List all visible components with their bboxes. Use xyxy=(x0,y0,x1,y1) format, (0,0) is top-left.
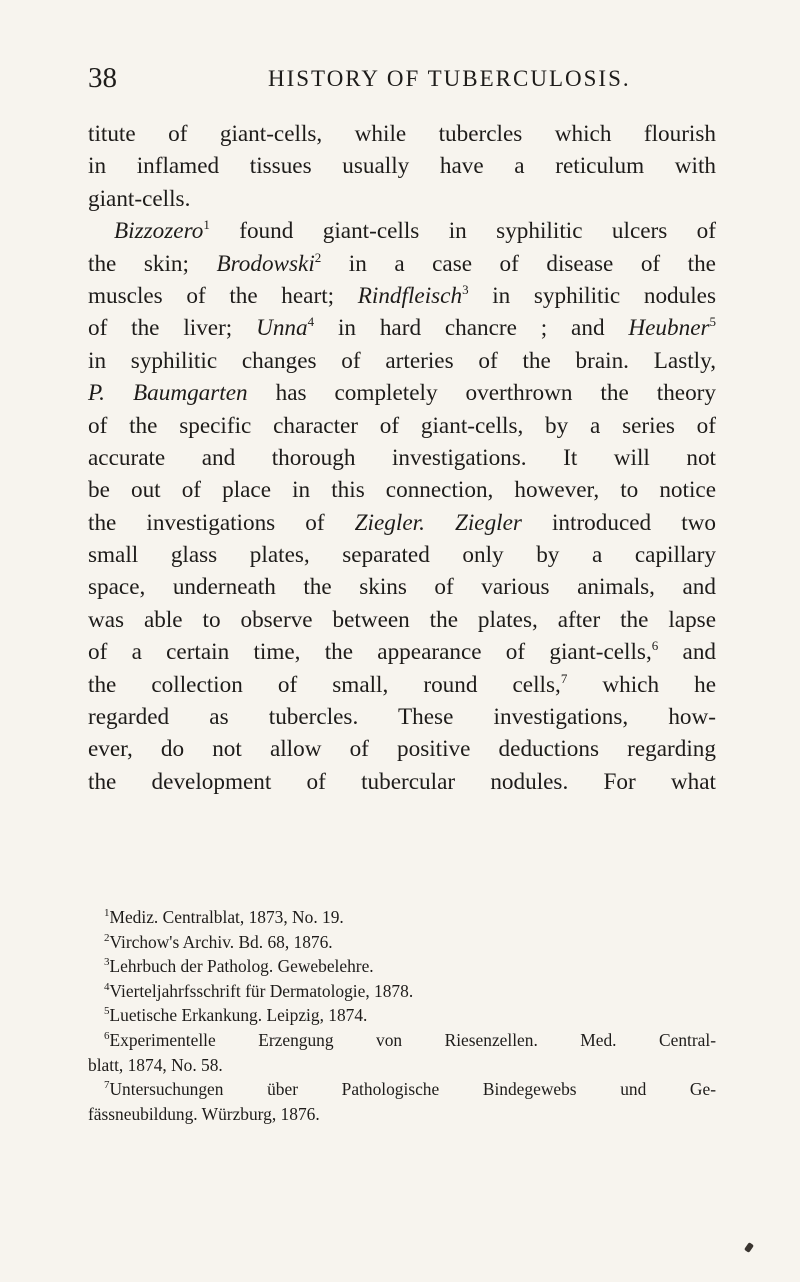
text-line xyxy=(88,280,716,312)
text-line: giant-cells. xyxy=(88,185,191,212)
footnote-continuation: blatt, 1874, No. 58. xyxy=(88,1054,223,1075)
text-line xyxy=(88,636,716,668)
footnote-text: Vierteljahrfsschrift für Dermatologie, 1878. xyxy=(109,980,414,1001)
text-run: has completely overthrown the theory xyxy=(247,380,716,407)
text-run: muscles of the heart; xyxy=(88,282,358,309)
footnote xyxy=(88,1028,716,1053)
footnote xyxy=(88,930,716,955)
text-line: small glass plates, separated only by a capillary xyxy=(88,542,716,569)
text-run: of a certain time, the appearance of giant-cells, xyxy=(88,639,652,666)
footnote-text: Luetische Erkankung. Leipzig, 1874. xyxy=(109,1005,368,1026)
text-run: of the liver; xyxy=(88,315,257,342)
text-line: titute of giant-cells, while tubercles which flourish xyxy=(88,121,716,147)
text-run: in syphilitic nodules xyxy=(468,282,716,309)
text-run: found giant-cells in syphilitic ulcers of xyxy=(209,218,716,245)
text-line: space, underneath the skins of various animals, and xyxy=(88,574,716,601)
text-line: of the specific character of giant-cells, by a series of xyxy=(88,412,716,439)
running-head: HISTORY OF TUBERCULOSIS. xyxy=(268,66,631,91)
text-run: and xyxy=(658,639,717,666)
footnote-mark: 1 xyxy=(104,907,110,919)
text-run: which he xyxy=(567,671,716,698)
text-line: regarded as tubercles. These investigations, how- xyxy=(88,704,716,731)
text-line: ever, do not allow of positive deductions regarding xyxy=(88,736,716,763)
text-line: in syphilitic changes of arteries of the brain. Lastly, xyxy=(88,347,716,374)
footnote-ref: 4 xyxy=(307,314,315,330)
text-run: introduced two xyxy=(521,509,716,536)
body-text xyxy=(88,118,716,798)
text-line xyxy=(88,669,716,701)
text-line: in inflamed tissues usually have a reticulum with xyxy=(88,153,716,180)
ink-speck xyxy=(744,1242,754,1253)
text-line xyxy=(88,507,716,539)
text-run: in a case of disease of the xyxy=(321,250,716,277)
text-line: was able to observe between the plates, after the lapse xyxy=(88,606,716,633)
page-number: 38 xyxy=(88,62,117,94)
footnote-text: Virchow's Archiv. Bd. 68, 1876. xyxy=(109,931,333,952)
footnote-ref: 1 xyxy=(203,217,210,233)
footnote-mark: 7 xyxy=(104,1079,110,1092)
footnote xyxy=(88,1003,716,1028)
author-name: Unna xyxy=(256,315,308,342)
text-line: the development of tubercular nodules. For what xyxy=(88,768,716,795)
footnote-continuation: fässneubildung. Würzburg, 1876. xyxy=(88,1103,320,1124)
footnote-ref: 7 xyxy=(560,670,568,686)
page-header xyxy=(88,62,718,102)
footnote-mark: 2 xyxy=(104,931,110,944)
footnote-text: Mediz. Centralblat, 1873, No. 19. xyxy=(109,907,344,927)
footnote xyxy=(88,1077,716,1102)
author-name: Ziegler. xyxy=(354,509,425,536)
text-run: in hard chancre ; and xyxy=(314,315,629,342)
text-line: be out of place in this connection, however, to notice xyxy=(88,477,716,504)
footnote-mark: 4 xyxy=(104,980,110,993)
footnote xyxy=(88,979,716,1004)
footnote-text: Untersuchungen über Pathologische Bindegewebs und Ge- xyxy=(109,1079,716,1100)
footnote-mark: 5 xyxy=(104,1005,110,1018)
author-name: Ziegler xyxy=(454,509,522,536)
text-run: the skin; xyxy=(88,250,217,277)
text-run: the investigations of xyxy=(88,509,355,536)
footnote-ref: 3 xyxy=(462,281,469,297)
text-line xyxy=(88,215,716,247)
footnote xyxy=(88,954,716,979)
author-name: P. Baumgarten xyxy=(88,380,248,407)
author-name: Rindfleisch xyxy=(357,282,463,309)
author-name: Bizzozero xyxy=(114,218,204,245)
footnote-ref: 2 xyxy=(314,249,322,265)
text-line: accurate and thorough investigations. It will not xyxy=(88,444,716,471)
text-line xyxy=(88,312,716,344)
text-line xyxy=(88,248,716,280)
text-run: the collection of small, round cells, xyxy=(88,671,561,698)
footnote-mark: 3 xyxy=(104,956,110,969)
footnote xyxy=(88,905,716,930)
author-name: Heubner xyxy=(628,315,710,342)
footnote-mark: 6 xyxy=(104,1029,110,1042)
footnotes xyxy=(88,905,716,1126)
author-name: Brodowski xyxy=(216,250,315,277)
footnote-text: Lehrbuch der Patholog. Gewebelehre. xyxy=(109,956,374,977)
text-line xyxy=(88,377,716,409)
footnote-text: Experimentelle Erzengung von Riesenzellen. Med. Central- xyxy=(109,1029,716,1050)
footnote-ref: 6 xyxy=(651,638,659,654)
footnote-ref: 5 xyxy=(709,314,717,330)
